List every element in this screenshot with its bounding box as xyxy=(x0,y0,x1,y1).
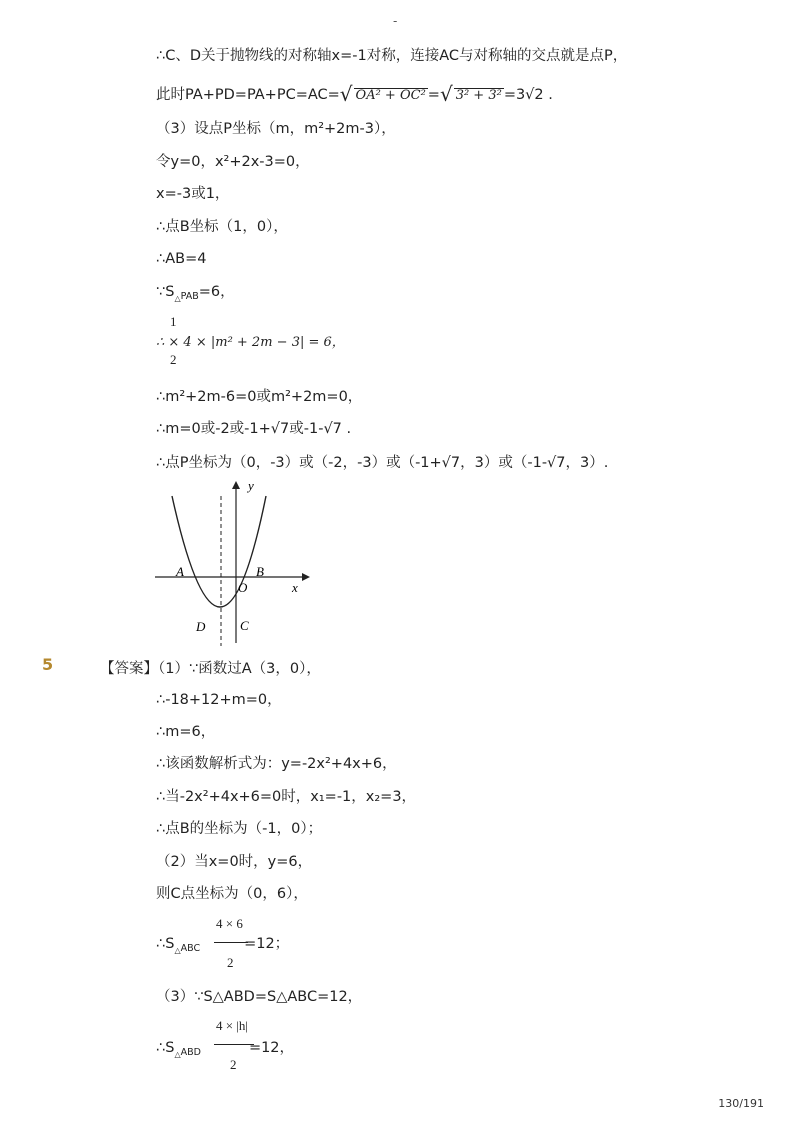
solution-line: ∴点P坐标为（0，-3）或（-2，-3）或（-1+√7，3）或（-1-√7，3）. xyxy=(156,455,609,471)
solution-line: ∴点B的坐标为（-1，0）； xyxy=(156,821,323,837)
area-subscript: ABD xyxy=(180,1047,201,1058)
area-symbol: ∵S xyxy=(156,284,175,300)
y-axis-arrow xyxy=(232,481,240,489)
solution-line: （3）∵S△ABD=S△ABC=12， xyxy=(156,989,363,1005)
area-value: =12； xyxy=(244,936,290,952)
page-number: 130/191 xyxy=(718,1097,764,1110)
area-value: =12， xyxy=(248,1040,295,1056)
point-a-label: A xyxy=(176,564,184,579)
equation-result: =3√2 . xyxy=(503,87,553,103)
solution-line: $\because S_{_\triangle PAB}=6$， xyxy=(156,284,235,303)
x-axis-arrow xyxy=(302,573,310,581)
solution-line xyxy=(156,84,553,105)
solution-line: ∴-18+12+m=0， xyxy=(156,692,282,708)
fraction-numerator: 1 xyxy=(170,314,177,329)
solution-line: 令y=0，x²+2x-3=0， xyxy=(156,154,310,170)
answer-header xyxy=(100,657,321,678)
fraction-denominator: 2 xyxy=(230,1057,237,1072)
y-axis-label: y xyxy=(248,478,254,493)
parabola-curve xyxy=(172,496,266,607)
area-subscript: ABC xyxy=(180,943,201,954)
solution-line: （3）设点P坐标（m，m²+2m-3）， xyxy=(156,121,396,137)
answer-tag: 【答案】 xyxy=(100,661,158,677)
fraction-denominator: 2 xyxy=(170,352,177,367)
solution-line: $\therefore S_{_\triangle ABD} =12$， xyxy=(156,1040,295,1059)
radicand: 3² + 3² xyxy=(455,88,502,103)
fraction-numerator: 4 × |h| xyxy=(216,1018,249,1033)
solution-line: ∴m²+2m-6=0或m²+2m=0， xyxy=(156,389,363,405)
equals-sign: = xyxy=(427,87,440,103)
solution-line: x=-3或1， xyxy=(156,186,230,202)
solution-line: ∴m=0或-2或-1+√7或-1-√7 . xyxy=(156,421,352,437)
solution-line: 则C点坐标为（0，6）， xyxy=(156,886,308,902)
fraction-numerator: 4 × 6 xyxy=(216,916,243,931)
origin-label: O xyxy=(238,580,248,595)
area-symbol: ∴S xyxy=(156,1040,175,1056)
solution-line: ∴C、D关于抛物线的对称轴x=-1对称，连接AC与对称轴的交点就是点P， xyxy=(156,48,628,64)
question-number: 5 xyxy=(42,655,54,674)
radical-sign: √ xyxy=(439,82,453,106)
solution-line: ∴AB=4 xyxy=(156,251,207,267)
answer-line: （1）∵函数过A（3，0）， xyxy=(158,661,321,677)
equation-prefix: 此时PA+PD=PA+PC=AC= xyxy=(156,87,340,103)
parabola-graph xyxy=(150,478,310,648)
solution-line: ∴m=6， xyxy=(156,724,216,740)
solution-line: ∴ × 4 × |m² + 2m − 3| = 6， xyxy=(156,335,345,350)
solution-line: ∴当-2x²+4x+6=0时，x₁=-1，x₂=3， xyxy=(156,789,417,805)
area-subscript: PAB xyxy=(180,291,199,302)
area-value: =6， xyxy=(198,284,235,300)
point-d-label: D xyxy=(196,619,206,634)
fraction-denominator: 2 xyxy=(227,955,234,970)
solution-line: $\therefore S_{_\triangle ABC} =12$； xyxy=(156,936,290,955)
point-b-label: B xyxy=(256,564,264,579)
solution-line: （2）当x=0时，y=6， xyxy=(156,854,313,870)
radical-sign: √ xyxy=(339,82,353,106)
header-mark: - xyxy=(393,14,398,28)
point-c-label: C xyxy=(240,618,249,633)
area-symbol: ∴S xyxy=(156,936,175,952)
radicand: OA² + OC² xyxy=(355,88,426,103)
x-axis-label: x xyxy=(292,580,298,595)
solution-line: ∴点B坐标（1，0）， xyxy=(156,219,288,235)
solution-line: ∴该函数解析式为：y=-2x²+4x+6， xyxy=(156,756,397,772)
